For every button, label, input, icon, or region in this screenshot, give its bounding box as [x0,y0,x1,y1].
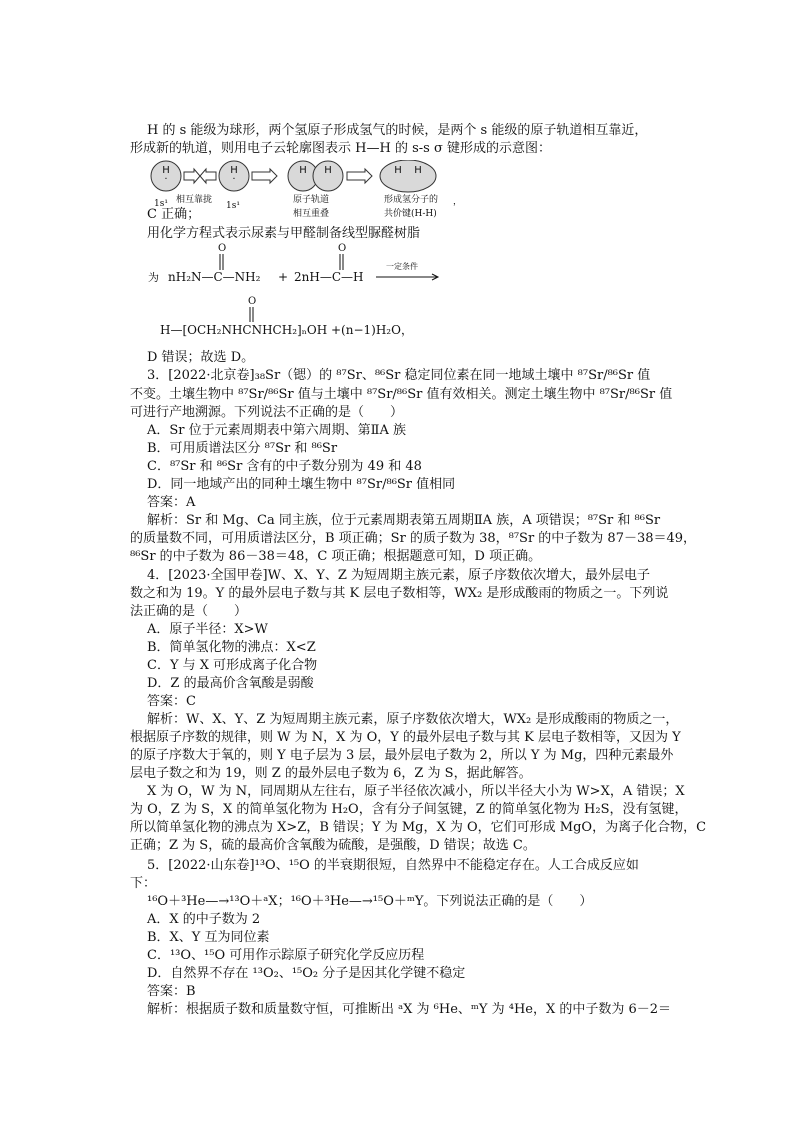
q4-option-c: C．Y 与 X 可形成离子化合物 [147,658,318,673]
svg-text:·: · [164,174,168,185]
q5-stem-3: ¹⁶O＋³He—→¹³O＋ᵃX；¹⁶O＋³He—→¹⁵O＋ᵐY。下列说法正确的是（ ） [147,894,593,909]
svg-text:·: · [232,174,236,185]
q3-stem-3: 可进行产地溯源。下列说法不正确的是（ ） [130,405,404,420]
o-label-1: O [218,243,227,254]
q4-option-b: B．简单氢化物的沸点：X<Z [147,640,316,655]
q4-stem-2: 数之和为 19。Y 的最外层电子数与其 K 层电子数相等，WX₂ 是形成酸雨的物质之一。下列说 [130,586,669,601]
urea-intro: 用化学方程式表示尿素与甲醛制备线型脲醛树脂 [147,226,421,241]
svg-text:H: H [394,165,402,176]
c-correct: C 正确； [147,207,201,222]
intro-line-2: 形成新的轨道，则用电子云轮廓图表示 H—H 的 s-s σ 键形成的示意图： [130,141,551,156]
q4-explanation-3: 的原子序数大于氧的，则 Y 电子层为 3 层，最外层电子数为 2，所以 Y 为 Mg，四种元素最外 [130,748,674,763]
q3-option-a: A．Sr 位于元素周期表中第六周期、第ⅡA 族 [147,423,406,438]
q3-option-d: D．同一地域产出的同种土壤生物中 ⁸⁷Sr/⁸⁶Sr 值相同 [147,477,456,492]
q4-explanation-4: 层电子数之和为 19，则 Z 的最外层电子数为 6，Z 为 S，据此解答。 [130,766,532,781]
svg-text:H: H [324,165,332,176]
q3-option-c: C．⁸⁷Sr 和 ⁸⁶Sr 含有的中子数分别为 49 和 48 [147,459,422,474]
q5-stem-2: 下： [130,876,157,891]
svg-text:H: H [230,165,238,176]
caption-overlap-2: 相互重叠 [293,209,330,219]
q4-explanation-8: 正确；Z 为 S，硫的最高价含氧酸为硫酸，是强酸，D 错误；故选 C。 [130,838,536,853]
d-wrong: D 错误；故选 D。 [147,350,255,365]
q4-stem-3: 法正确的是（ ） [130,604,248,619]
caption-bond-1: 形成氢分子的 [384,195,439,205]
reactant-2: 2nH—C—H [294,270,364,284]
q4-explanation-1: 解析：W、X、Y、Z 为短周期主族元素，原子序数依次增大，WX₂ 是形成酸雨的物质之一， [147,712,679,727]
caption-approach: 相互靠拢 [176,195,213,205]
q5-explanation-1: 解析：根据质子数和质量数守恒，可推断出 ᵃX 为 ⁶He、ᵐY 为 ⁴He，X 的中子数为 6－2＝ [147,1002,672,1017]
svg-text:H: H [299,165,307,176]
label-1s-b: 1s¹ [226,201,240,211]
intro-line-1: H 的 s 能级为球形，两个氢原子形成氢气的时候，是两个 s 能级的原子轨道相互靠近， [147,123,648,138]
q5-option-a: A．X 的中子数为 2 [147,912,261,927]
reactant-1: nH₂N—C—NH₂ [168,270,261,284]
q4-option-d: D．Z 的最高价含氧酸是弱酸 [147,676,314,691]
q4-stem-1: 4．[2023·全国甲卷]W、X、Y、Z 为短周期主族元素，原子序数依次增大，最外层电子 [147,568,650,583]
q4-option-a: A．原子半径：X>W [147,622,268,637]
o-label-2: O [338,243,347,254]
q5-option-c: C．¹³O、¹⁵O 可用作示踪原子研究化学反应历程 [147,948,425,963]
trailing-comma: ， [453,197,463,207]
q3-explanation-1: 解析：Sr 和 Mg、Ca 同主族，位于元素周期表第五周期ⅡA 族，A 项错误；⁸⁷Sr 和 ⁸⁶Sr [147,513,661,528]
q4-answer: 答案：C [147,694,196,709]
q3-explanation-2: 的质量数不同，可用质谱法区分，B 项正确；Sr 的质子数为 38，⁸⁷Sr 的中子数为 87－38＝49， [130,531,697,546]
q4-explanation-2: 根据原子序数的规律，则 W 为 N，X 为 O，Y 的最外层电子数与其 K 层电子数相等，又因为 Y [130,730,681,745]
urea-equation [148,243,448,288]
q5-option-d: D．自然界不存在 ¹³O₂、¹⁵O₂ 分子是因其化学键不稳定 [147,966,466,981]
label-1s-a: 1s¹ [154,199,168,209]
q5-option-b: B．X、Y 互为同位素 [147,930,270,945]
q3-stem-2: 不变。土壤生物中 ⁸⁷Sr/⁸⁶Sr 值与土壤中 ⁸⁷Sr/⁸⁶Sr 值有效相关。测定土壤生物中 ⁸⁷Sr/⁸⁶Sr 值 [130,387,673,402]
q4-explanation-5: X 为 O，W 为 N，同周期从左往右，原子半径依次减小，所以半径大小为 W>X，A 错误；X [147,784,685,799]
equation-prefix: 为 [148,271,159,284]
product-formula: H⁠—[OCH₂NHCNHCH₂]ₙOH +(n−1)H₂O， [160,323,413,337]
q5-answer: 答案：B [147,984,196,999]
o-label-3: O [248,296,257,307]
q3-stem-1: 3．[2022·北京卷]₃₈Sr（锶）的 ⁸⁷Sr、⁸⁶Sr 稳定同位素在同一地域土壤中 ⁸⁷Sr/⁸⁶Sr 值 [147,368,651,383]
condition-label: 一定条件 [386,262,418,271]
q4-explanation-6: 为 O，Z 为 S，X 的简单氢化物为 H₂O，含有分子间氢键，Z 的简单氢化物为 H₂S，没有氢键， [130,802,688,817]
svg-text:H: H [414,165,422,176]
caption-bond-2: 共价键(H-H) [384,209,437,219]
q4-explanation-7: 所以简单氢化物的沸点为 X>Z，B 错误；Y 为 Mg，X 为 O，它们可形成 MgO，为离子化合物，C [130,820,707,835]
urea-product [160,294,460,339]
q3-answer: 答案：A [147,495,196,510]
q5-stem-1: 5．[2022·山东卷]¹³O、¹⁵O 的半衰期很短，自然界中不能稳定存在。人工合成反应如 [147,858,639,873]
h-label-1: H [162,165,170,176]
plus-sign: + [278,270,289,284]
caption-overlap-1: 原子轨道 [293,195,330,205]
q3-explanation-3: ⁸⁶Sr 的中子数为 86－38＝48，C 项正确；根据题意可知，D 项正确。 [130,549,542,564]
q3-option-b: B．可用质谱法区分 ⁸⁷Sr 和 ⁸⁶Sr [147,441,338,456]
